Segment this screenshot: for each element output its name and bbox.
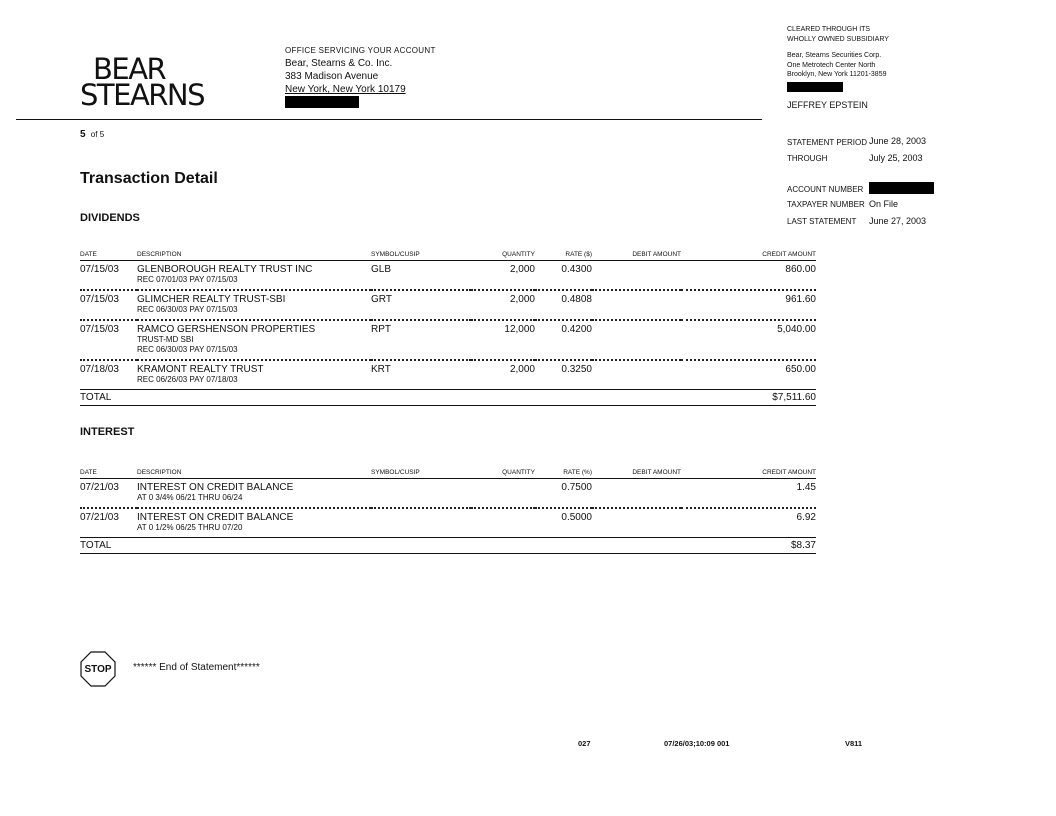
row-description-main: GLENBOROUGH REALTY TRUST INC [137,264,313,275]
taxpayer-number-label: TAXPAYER NUMBER [787,200,865,209]
table-row [80,290,816,320]
row-date: 07/15/03 [80,320,137,360]
row-symbol: RPT [371,320,471,360]
footer-code-2: V811 [845,739,863,748]
col-credit: CREDIT AMOUNT [681,469,816,479]
statement-period-value: June 28, 2003 [869,136,927,146]
page-indicator [80,129,104,140]
clearing-address-1: One Metrotech Center North [787,61,876,69]
col-quantity: QUANTITY [471,469,535,479]
interest-table [80,469,816,554]
account-holder: JEFFREY EPSTEIN [787,100,868,110]
total-row [80,390,816,406]
row-debit [592,479,681,509]
row-description [137,479,371,509]
row-symbol [371,508,471,538]
row-quantity: 2,000 [471,360,535,390]
total-value: $7,511.60 [681,390,816,406]
through-label: THROUGH [787,154,828,163]
row-quantity: 12,000 [471,320,535,360]
total-label: TOTAL [80,538,681,554]
row-description [137,508,371,538]
table-row [80,360,816,390]
office-address-2: New York, New York 10179 [285,84,406,95]
table-row [80,320,816,360]
redaction-bar [787,82,843,92]
col-rate: RATE ($) [535,251,592,261]
row-description-main: INTEREST ON CREDIT BALANCE [137,482,294,493]
last-statement-label: LAST STATEMENT [787,217,857,226]
row-description-sub: TRUST-MD SBI [137,335,194,344]
row-credit: 650.00 [681,360,816,390]
account-number-label: ACCOUNT NUMBER [787,185,864,194]
stop-label: STOP [84,664,112,675]
redaction-bar [869,182,934,194]
col-quantity: QUANTITY [471,251,535,261]
page-number: 5 [80,129,86,140]
footer-code-1: 027 [578,739,591,748]
table-row [80,508,816,538]
row-description-main: RAMCO GERSHENSON PROPERTIES [137,324,316,335]
total-label: TOTAL [80,390,681,406]
stop-sign-icon [80,651,116,687]
row-rate: 0.7500 [535,479,592,509]
dividends-header-row [80,251,816,261]
col-debit: DEBIT AMOUNT [592,469,681,479]
row-description [137,360,371,390]
clearing-address-2: Brooklyn, New York 11201-3859 [787,71,887,78]
table-row [80,261,816,291]
row-description-sub: REC 06/30/03 PAY 07/15/03 [137,305,238,314]
clearing-block [787,25,889,94]
row-quantity: 2,000 [471,290,535,320]
col-rate: RATE (%) [535,469,592,479]
col-date: DATE [80,251,137,261]
col-date: DATE [80,469,137,479]
row-debit [592,290,681,320]
through-value: July 25, 2003 [869,153,923,163]
row-credit: 1.45 [681,479,816,509]
row-quantity [471,508,535,538]
row-rate: 0.4808 [535,290,592,320]
end-of-statement-text: ****** End of Statement****** [133,662,260,673]
interest-header-row [80,469,816,479]
statement-period-label: STATEMENT PERIOD [787,138,868,147]
taxpayer-number-value: On File [869,199,899,209]
row-description [137,261,371,291]
clearing-label-2: WHOLLY OWNED SUBSIDIARY [787,35,889,43]
row-description-sub: REC 07/01/03 PAY 07/15/03 [137,275,238,284]
logo-line-2: STEARNS [80,78,205,112]
col-debit: DEBIT AMOUNT [592,251,681,261]
row-rate: 0.5000 [535,508,592,538]
office-block [285,44,436,112]
row-debit [592,320,681,360]
last-statement-value: June 27, 2003 [869,216,927,226]
table-row [80,479,816,509]
row-date: 07/15/03 [80,290,137,320]
total-row [80,538,816,554]
office-address-1: 383 Madison Avenue [285,71,379,82]
row-rate: 0.4300 [535,261,592,291]
header-rule [16,119,762,120]
row-date: 07/21/03 [80,508,137,538]
row-debit [592,508,681,538]
row-credit: 6.92 [681,508,816,538]
page-of: of 5 [90,130,105,139]
row-description-sub: AT 0 3/4% 06/21 THRU 06/24 [137,493,243,502]
row-symbol: GRT [371,290,471,320]
page-title: Transaction Detail [80,170,218,187]
row-quantity: 2,000 [471,261,535,291]
row-date: 07/21/03 [80,479,137,509]
col-symbol: SYMBOL/CUSIP [371,469,471,479]
row-description-sub-2: REC 06/30/03 PAY 07/15/03 [137,345,238,354]
row-rate: 0.4200 [535,320,592,360]
row-description-sub: REC 06/26/03 PAY 07/18/03 [137,375,238,384]
row-symbol: GLB [371,261,471,291]
col-credit: CREDIT AMOUNT [681,251,816,261]
col-description: DESCRIPTION [137,251,371,261]
row-description-sub: AT 0 1/2% 06/25 THRU 07/20 [137,523,243,532]
office-name: Bear, Stearns & Co. Inc. [285,58,393,69]
row-description [137,320,371,360]
dividends-heading: DIVIDENDS [80,212,140,224]
row-quantity [471,479,535,509]
col-description: DESCRIPTION [137,469,371,479]
clearing-name: Bear, Stearns Securities Corp. [787,52,882,59]
row-symbol: KRT [371,360,471,390]
row-symbol [371,479,471,509]
row-credit: 860.00 [681,261,816,291]
logo-line-1: BEAR [93,52,166,86]
total-value: $8.37 [681,538,816,554]
row-date: 07/15/03 [80,261,137,291]
row-description-main: GLIMCHER REALTY TRUST-SBI [137,294,286,305]
bear-stearns-logo [80,52,205,112]
row-debit [592,360,681,390]
row-credit: 5,040.00 [681,320,816,360]
interest-heading: INTEREST [80,426,135,438]
row-credit: 961.60 [681,290,816,320]
row-debit [592,261,681,291]
row-description [137,290,371,320]
row-rate: 0.3250 [535,360,592,390]
clearing-label-1: CLEARED THROUGH ITS [787,26,871,33]
col-symbol: SYMBOL/CUSIP [371,251,471,261]
footer-timestamp: 07/26/03;10:09 001 [664,739,730,748]
row-description-main: KRAMONT REALTY TRUST [137,364,264,375]
redaction-bar [285,96,359,108]
dividends-table [80,251,816,406]
office-label: OFFICE SERVICING YOUR ACCOUNT [285,46,436,55]
row-description-main: INTEREST ON CREDIT BALANCE [137,512,294,523]
row-date: 07/18/03 [80,360,137,390]
